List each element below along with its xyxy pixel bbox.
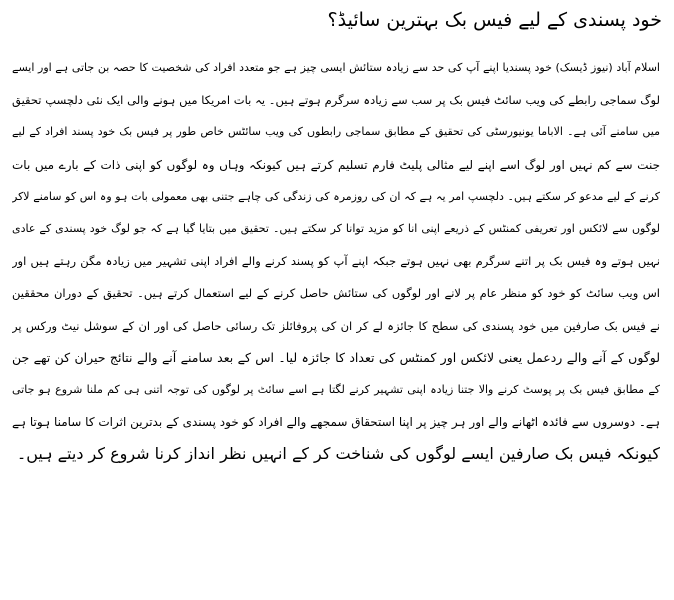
article-line: کرنے کے لیے مدعو کر سکتے ہیں۔ دلچسپ امر یہ ہے کہ ان کی روزمرہ کی زندگی کی چاہے جتنی بھی معمولی بات ہو وہ اس کو سامنے لاکر: [12, 189, 660, 203]
article-line: جنت سے کم نہیں اور لوگ اسے اپنے لیے مثالی پلیٹ فارم تسلیم کرتے ہیں کیونکہ وہاں وہ لوگوں کو اپنی ذات کے بارے میں بات: [12, 157, 660, 172]
article-line: کیونکہ فیس بک صارفین ایسے لوگوں کی شناخت کر کے انہیں نظر انداز کرنا شروع کر دیتے ہیں۔: [16, 444, 660, 464]
article-line: لوگوں سے لائکس اور تعریفی کمنٹس کے ذریعے اپنی انا کو مزید توانا کر سکتے ہیں۔ تحقیق میں بتایا گیا ہے کہ جو لوگ خود پسندی کے عادی: [12, 221, 660, 235]
article-line: لوگ سماجی رابطے کی ویب سائٹ فیس بک پر سب سے زیادہ سرگرم ہوتے ہیں۔ یہ بات امریکا میں ہونے والی ایک نئی دلچسپ تحقیق: [12, 93, 660, 108]
article-line: نے فیس بک صارفین میں خود پسندی کی سطح کا جائزہ لے کر ان کی پروفائلز تک رسائی حاصل کی اور ان کے سوشل نیٹ ورکس پر: [12, 318, 660, 333]
article-line: میں سامنے آئی ہے۔ الاباما یونیورسٹی کی تحقیق کے مطابق سماجی رابطوں کی ویب سائٹس خاص طور پر فیس بک خود پسند افراد کے لیے: [12, 125, 660, 139]
article-title: خود پسندی کے لیے فیس بک بہترین سائیڈ؟: [327, 9, 662, 31]
article-line: اسلام آباد (نیوز ڈیسک) خود پسندیا اپنے آپ کی حد سے زیادہ ستائش ایسی چیز ہے جو متعدد افراد کی شخصیت کا حصہ بن جاتی ہے اور ایسے: [12, 61, 660, 74]
article-line: اس ویب سائٹ کو خود کو منظر عام پر لانے اور لوگوں کی ستائش حاصل کرنے کے لیے استعمال کرتے ہیں۔ تحقیق کے دوران محققین: [12, 286, 660, 301]
article-body: [12, 52, 660, 470]
article-line: نہیں ہوتے وہ فیس بک پر اتنے سرگرم بھی نہیں ہوتے جبکہ اپنے آپ کو پسند کرنے والے افراد اپنی تشہیر میں زیادہ مگن رہتے ہیں اور: [12, 254, 660, 269]
article-line: کے مطابق فیس بک پر پوسٹ کرنے والا جتنا زیادہ اپنی تشہیر کرنے لگتا ہے اسے سائٹ پر لوگوں کی توجہ اتنی ہی کم ملنا شروع ہو جاتی: [12, 382, 660, 396]
article-line: ہے۔ دوسروں سے فائدہ اٹھانے والے اور ہر چیز پر اپنا استحقاق سمجھے والے افراد کو خود پسندی کے بدترین اثرات کا سامنا ہوتا ہے: [12, 415, 660, 430]
article-line: لوگوں کے آنے والے ردعمل یعنی لائکس اور کمنٹس کی تعداد کا جائزہ لیا۔ اس کے بعد سامنے آنے والے نتائج حیران کن تھے جن: [12, 349, 660, 365]
